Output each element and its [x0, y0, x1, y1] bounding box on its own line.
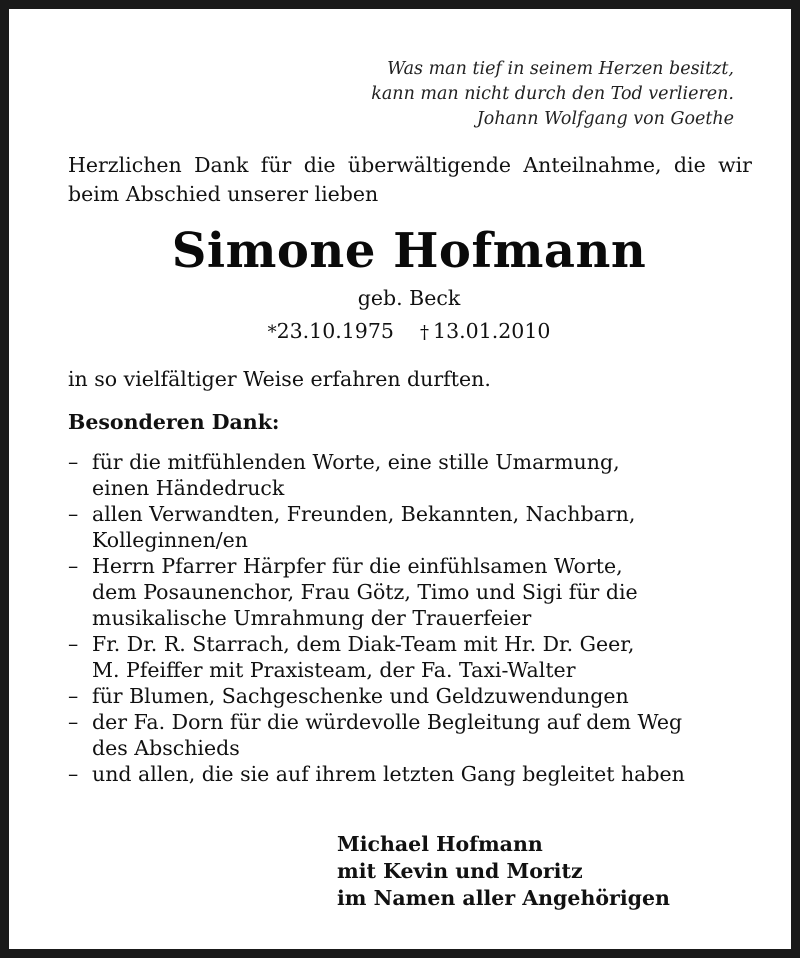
thanks-item-line: musikalische Umrahmung der Trauerfeier	[92, 606, 532, 630]
birth-date: 23.10.1975	[276, 319, 394, 343]
thanks-list	[68, 449, 758, 787]
life-dates	[9, 317, 800, 347]
thanks-item	[68, 501, 758, 553]
thanks-item	[68, 449, 758, 501]
quote-author: Johann Wolfgang von Goethe	[476, 109, 734, 129]
dash-bullet: –	[68, 762, 79, 786]
dash-bullet: –	[68, 710, 79, 734]
thanks-item	[68, 709, 758, 761]
thanks-item-line: Herrn Pfarrer Härpfer für die einfühlsamen Worte,	[92, 554, 623, 578]
quote-line: kann man nicht durch den Tod verlieren.	[371, 84, 734, 104]
outro-text: in so vielfältiger Weise erfahren durften.	[68, 367, 491, 391]
thanks-item-line: Kolleginnen/en	[92, 528, 249, 552]
quote-line: Was man tief in seinem Herzen besitzt,	[387, 59, 734, 79]
thanks-item-line: M. Pfeiffer mit Praxisteam, der Fa. Taxi-Walter	[92, 658, 576, 682]
maiden-name: geb. Beck	[357, 286, 461, 310]
thanks-item	[68, 553, 758, 631]
thanks-item-line: und allen, die sie auf ihrem letzten Gang begleitet haben	[92, 762, 685, 786]
dash-bullet: –	[68, 554, 79, 578]
thanks-item	[68, 683, 758, 709]
deceased-name: Simone Hofmann	[171, 223, 647, 279]
thanks-item-line: Fr. Dr. R. Starrach, dem Diak-Team mit Hr. Dr. Geer,	[92, 632, 635, 656]
intro-line: beim Abschied unserer lieben	[68, 182, 379, 206]
thanks-item-line: einen Händedruck	[92, 476, 285, 500]
intro-text	[68, 151, 752, 209]
death-cross-icon: †	[419, 322, 429, 343]
thanks-item	[68, 761, 758, 787]
thanks-item-line: der Fa. Dorn für die würdevolle Begleitung auf dem Weg	[92, 710, 683, 734]
thanks-heading: Besonderen Dank:	[68, 410, 280, 434]
thanks-item-line: für die mitfühlenden Worte, eine stille Umarmung,	[92, 450, 620, 474]
signature-line: im Namen aller Angehörigen	[337, 886, 670, 910]
signature-block	[337, 831, 670, 912]
signature-line: Michael Hofmann	[337, 832, 543, 856]
dash-bullet: –	[68, 502, 79, 526]
dash-bullet: –	[68, 632, 79, 656]
thanks-item-line: des Abschieds	[92, 736, 240, 760]
thanks-item	[68, 631, 758, 683]
thanks-item-line: dem Posaunenchor, Frau Götz, Timo und Sigi für die	[92, 580, 638, 604]
signature-line: mit Kevin und Moritz	[337, 859, 583, 883]
intro-line: Herzlichen Dank für die überwältigende Anteilnahme, die wir	[68, 153, 752, 177]
dash-bullet: –	[68, 684, 79, 708]
thanks-item-line: für Blumen, Sachgeschenke und Geldzuwendungen	[92, 684, 629, 708]
thanks-item-line: allen Verwandten, Freunden, Bekannten, Nachbarn,	[92, 502, 636, 526]
dash-bullet: –	[68, 450, 79, 474]
goethe-quote	[371, 57, 734, 132]
birth-star-icon: *	[267, 322, 277, 343]
death-date: 13.01.2010	[433, 319, 551, 343]
